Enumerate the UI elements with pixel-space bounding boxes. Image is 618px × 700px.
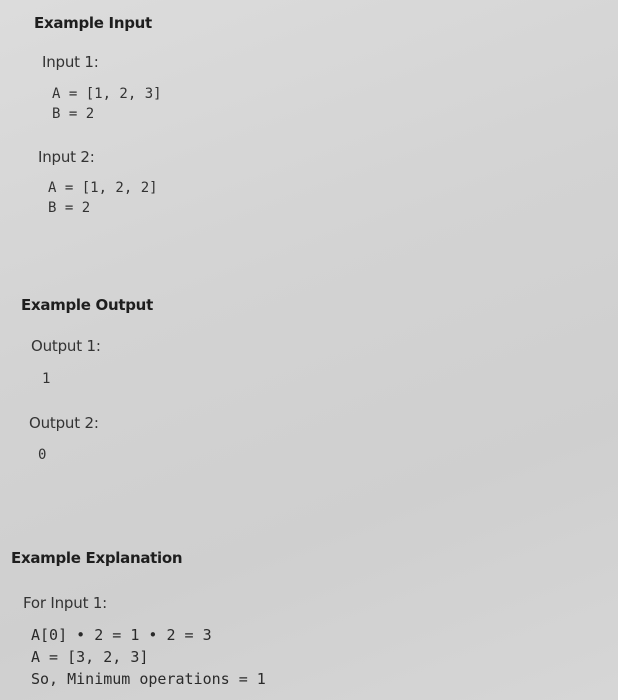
output-1-label: Output 1: <box>31 337 101 355</box>
explanation-line-2: A = [3, 2, 3] <box>31 648 149 666</box>
explanation-line-3: So, Minimum operations = 1 <box>31 670 266 688</box>
example-explanation-heading: Example Explanation <box>11 549 183 567</box>
input-2-b-value: B = 2 <box>48 200 91 216</box>
example-input-heading: Example Input <box>34 14 152 32</box>
input-1-array: A = [1, 2, 3] <box>52 86 162 102</box>
output-2-label: Output 2: <box>29 414 99 432</box>
input-1-b-value: B = 2 <box>52 106 95 122</box>
for-input-1-label: For Input 1: <box>23 594 108 612</box>
explanation-line-1: A[0] • 2 = 1 • 2 = 3 <box>31 626 212 644</box>
input-1-label: Input 1: <box>42 53 99 71</box>
example-output-heading: Example Output <box>21 296 153 314</box>
input-2-array: A = [1, 2, 2] <box>48 180 158 196</box>
input-2-label: Input 2: <box>38 148 95 166</box>
output-1-value: 1 <box>42 371 51 387</box>
output-2-value: 0 <box>38 447 47 463</box>
